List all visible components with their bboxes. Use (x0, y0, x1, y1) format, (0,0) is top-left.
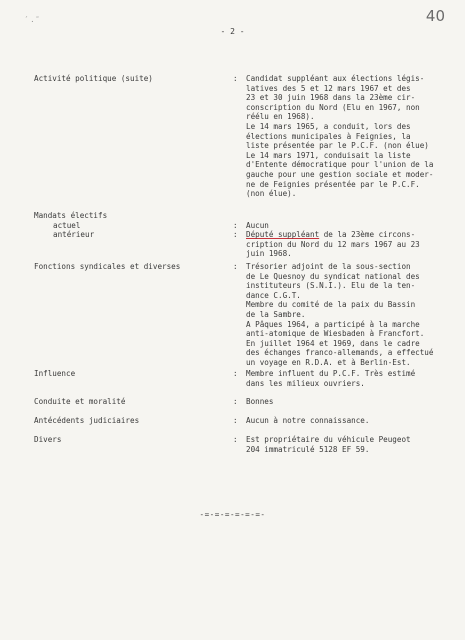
section-label: Conduite et moralité (34, 397, 126, 406)
colon-separator: : (233, 416, 238, 425)
section-value (246, 221, 456, 259)
section-value (246, 369, 456, 388)
section-label: Antécédents judiciaires (34, 416, 140, 425)
sublabel-anterieur: antérieur (53, 230, 95, 240)
colon-separator: : (233, 397, 238, 406)
red-underlined-text: Député suppléant (246, 230, 320, 240)
value-line: Bonnes (246, 397, 274, 406)
value-line: élections municipales à Feignies, la (246, 131, 411, 141)
value-line: Candidat suppléant aux élections légis- (246, 74, 425, 83)
value-line: de Le Quesnoy du syndicat national des (246, 271, 420, 281)
value-line: dans les milieux ouvriers. (246, 378, 365, 388)
value-line: Trésorier adjoint de la sous-section (246, 262, 411, 271)
footer-rule: -=-=-=-=-=-=- (199, 510, 266, 519)
value-line: dance C.G.T. (246, 290, 301, 300)
value-line: En juillet 1964 et 1969, dans le cadre (246, 338, 420, 348)
section-value (246, 416, 456, 426)
section-value (246, 262, 456, 368)
value-line: des échanges franco-allemands, a effectué (246, 348, 434, 358)
colon-separator: : (233, 435, 238, 444)
section-label: Divers (34, 435, 62, 444)
corner-mark: ́ .˜ (24, 16, 41, 24)
value-line: conscription du Nord (Elu en 1967, non (246, 102, 420, 112)
value-line: A Pâques 1964, a participé à la marche (246, 319, 420, 329)
section-label: Influence (34, 369, 76, 378)
value-line: juin 1968. (246, 249, 292, 259)
colon-separator: : (233, 369, 238, 378)
value-line: un voyage en R.D.A. et à Berlin-Est. (246, 357, 411, 367)
value-line: anti-atomique de Wiesbaden à Francfort. (246, 329, 425, 339)
value-line: Membre du comité de la paix du Bassin (246, 300, 416, 310)
value-line: ne de Feignies présentée par le P.C.F. (246, 179, 420, 189)
colon-separator: : (233, 220, 238, 230)
value-line: réélu en 1968). (246, 112, 315, 122)
value-line: gauche pour une gestion sociale et moder- (246, 169, 434, 179)
handwritten-page-number: 40 (425, 7, 445, 25)
section-label: Fonctions syndicales et diverses (34, 262, 181, 271)
value-line: 204 immatriculé 5128 EF 59. (246, 444, 370, 454)
value-line: Le 14 mars 1965, a conduit, lors des (246, 121, 411, 131)
value-line: Aucun (246, 220, 269, 230)
value-line: Aucun à notre connaissance. (246, 416, 370, 425)
value-line-rest: de la 23ème circons- (319, 230, 416, 240)
value-line: Le 14 mars 1971, conduisait la liste (246, 150, 411, 160)
value-line: instituteurs (S.N.I.). Elu de la ten- (246, 281, 416, 291)
section-value (246, 397, 456, 407)
value-line: latives des 5 et 12 mars 1967 et des (246, 83, 411, 93)
section-value (246, 74, 456, 199)
value-line (246, 230, 456, 240)
value-line: (non élue). (246, 189, 297, 199)
colon-separator: : (233, 230, 238, 240)
value-line: Est propriétaire du véhicule Peugeot (246, 435, 411, 444)
value-line: cription du Nord du 12 mars 1967 au 23 (246, 239, 420, 249)
section-label: Activité politique (suite) (34, 74, 153, 83)
colon-separator: : (233, 74, 238, 83)
value-line: d'Entente démocratique pour l'union de la (246, 160, 434, 170)
section-value (246, 435, 456, 454)
section-label: Mandats électifs (34, 211, 108, 220)
sublabel-actuel: actuel (53, 220, 81, 230)
colon-separator: : (233, 262, 238, 271)
value-line: liste présentée par le P.C.F. (non élue) (246, 141, 429, 151)
value-line: de la Sambre. (246, 309, 306, 319)
value-line: Membre influent du P.C.F. Très estimé (246, 369, 416, 378)
page-number: - 2 - (220, 27, 245, 36)
value-line: 23 et 30 juin 1968 dans la 23ème cir- (246, 93, 416, 103)
